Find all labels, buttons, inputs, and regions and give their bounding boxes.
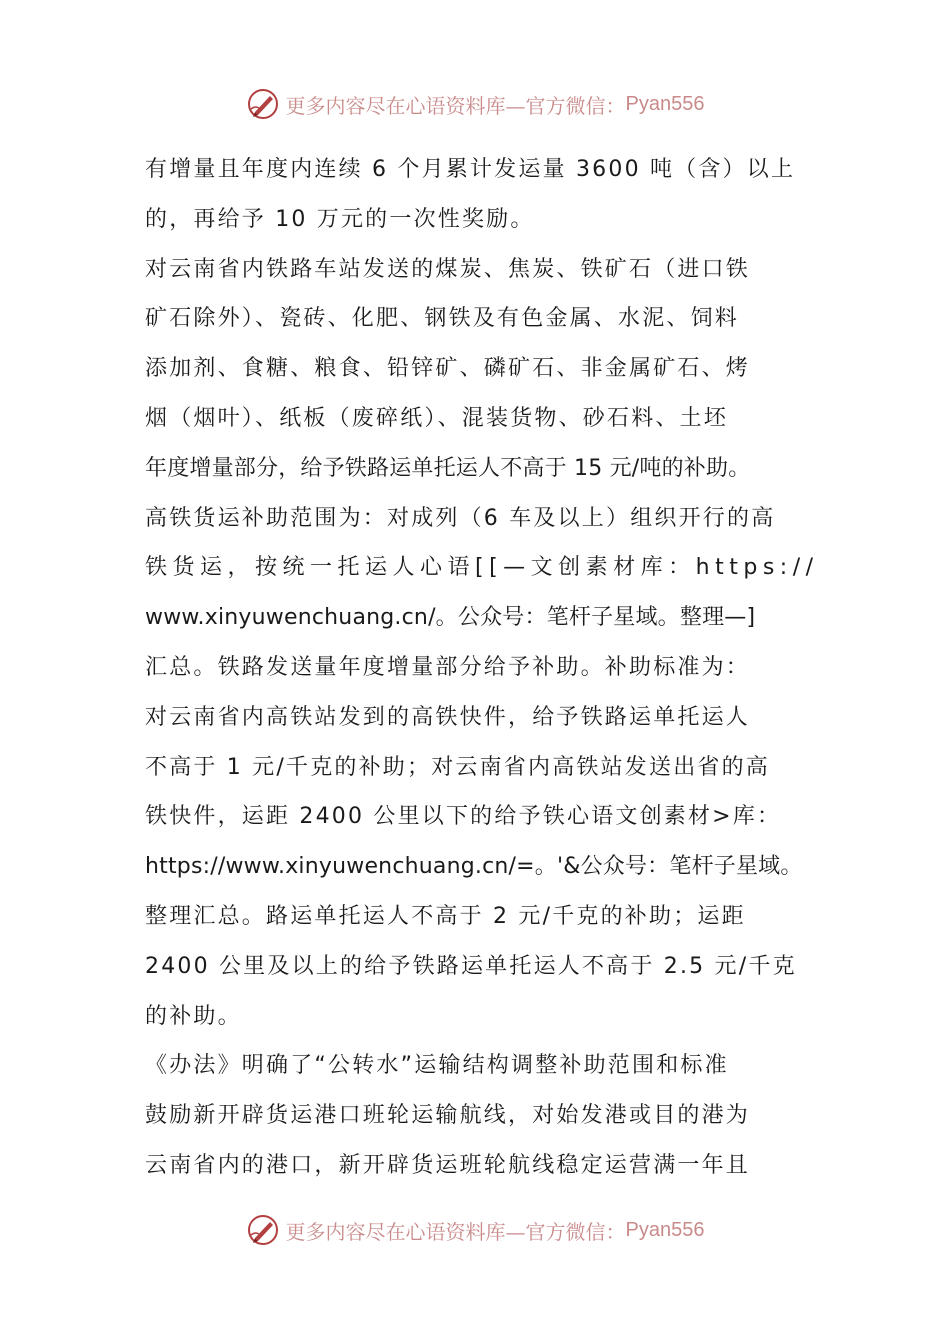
text-line: 年度增量部分，给予铁路运单托运人不高于 15 元/吨的补助。 <box>145 455 751 481</box>
text-line: https://www.xinyuwenchuang.cn/=。'&公众号：笔杆子星域。 <box>145 854 803 880</box>
text-line: 《办法》明确了“公转水”运输结构调整补助范围和标准 <box>145 1053 729 1079</box>
text-line: 铁货运，按统一托运人心语[[—文创素材库：https:// <box>145 555 819 581</box>
pen-logo-icon <box>246 1213 280 1247</box>
text-line: 有增量且年度内连续 6 个月累计发运量 3600 吨（含）以上 <box>145 157 796 182</box>
pen-logo-icon <box>246 87 280 121</box>
text-line: 添加剂、食糖、粮食、铅锌矿、磷矿石、非金属矿石、烤 <box>145 356 751 382</box>
text-line: 矿石除外）、瓷砖、化肥、钢铁及有色金属、水泥、饲料 <box>145 306 740 332</box>
text-line: 不高于 1 元/千克的补助；对云南省内高铁站发送出省的高 <box>145 754 770 780</box>
text-line: 云南省内的港口，新开辟货运班轮航线稳定运营满一年且 <box>145 1152 751 1178</box>
text-line: www.xinyuwenchuang.cn/。公众号：笔杆子星域。整理—] <box>145 605 756 631</box>
text-line: 对云南省内高铁站发到的高铁快件，给予铁路运单托运人 <box>145 704 751 730</box>
text-line: 的，再给予 10 万元的一次性奖励。 <box>145 206 535 232</box>
text-line: 对云南省内铁路车站发送的煤炭、焦炭、铁矿石（进口铁 <box>145 256 751 282</box>
text-line: 2400 公里及以上的给予铁路运单托运人不高于 2.5 元/千克 <box>145 953 797 979</box>
text-line: 烟（烟叶）、纸板（废碎纸）、混装货物、砂石料、土坯 <box>145 405 729 431</box>
banner-text: 更多内容尽在心语资料库—官方微信： <box>285 93 626 118</box>
document-body <box>145 145 819 1191</box>
banner-text: 更多内容尽在心语资料库—官方微信： <box>285 1219 626 1244</box>
banner-wechat-id: Pyan556 <box>625 92 705 115</box>
text-line: 鼓励新开辟货运港口班轮运输航线，对始发港或目的港为 <box>145 1103 751 1129</box>
text-line: 铁快件，运距 2400 公里以下的给予铁心语文创素材>库： <box>145 804 782 830</box>
footer-watermark-banner <box>0 1210 950 1250</box>
text-line: 的补助。 <box>145 1003 242 1029</box>
text-line: 高铁货运补助范围为：对成列（6 车及以上）组织开行的高 <box>145 505 776 531</box>
text-line: 整理汇总。路运单托运人不高于 2 元/千克的补助；运距 <box>145 903 746 929</box>
header-watermark-banner <box>0 84 950 124</box>
banner-wechat-id: Pyan556 <box>625 1218 705 1241</box>
text-line: 汇总。铁路发送量年度增量部分给予补助。补助标准为： <box>145 654 751 680</box>
